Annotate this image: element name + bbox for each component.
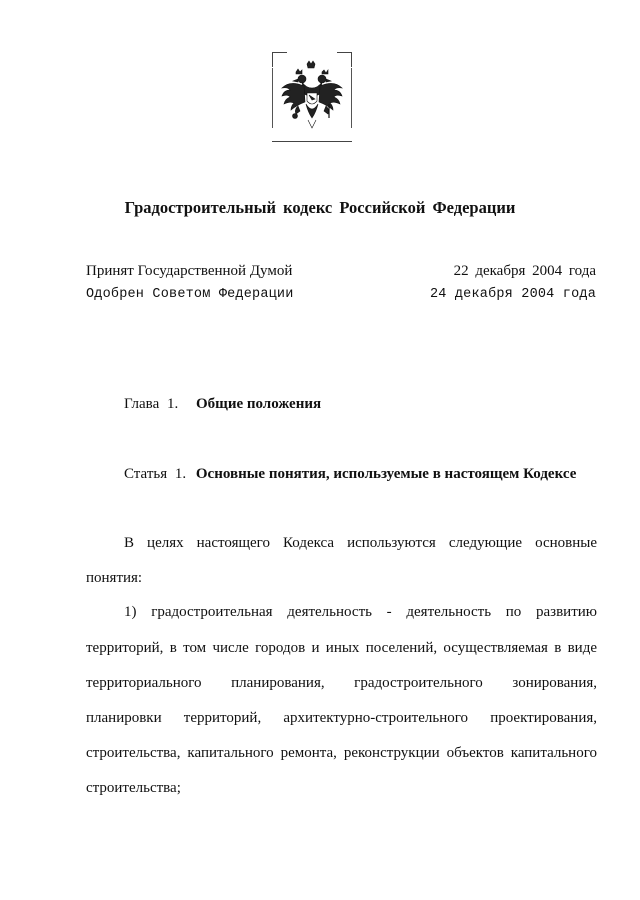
body-line: территориального планирования, градостроительного зонирования, [86, 675, 597, 691]
body-line: планировки территорий, архитектурно-строительного проектирования, [86, 710, 597, 726]
state-emblem [272, 52, 352, 142]
body-line: 1) градостроительная деятельность - деятельность по развитию [124, 604, 597, 620]
body-line: В целях настоящего Кодекса используются следующие основные [124, 535, 597, 551]
adopted-label: Принят Государственной Думой [86, 263, 293, 279]
body-line: строительства, капитального ремонта, реконструкции объектов капитального [86, 745, 597, 761]
chapter-heading [124, 396, 321, 413]
double-headed-eagle-icon [280, 60, 344, 132]
article-heading [124, 466, 576, 483]
chapter-number: Глава 1. [124, 396, 179, 412]
body-line: территорий, в том числе городов и иных поселений, осуществляемая в виде [86, 640, 597, 656]
body-line: строительства; [86, 780, 181, 796]
chapter-name: Общие положения [195, 396, 322, 412]
article-name: Основные понятия, используемые в настоящем Кодексе [195, 466, 577, 482]
article-number: Статья 1. [124, 466, 187, 482]
body-line: понятия: [86, 570, 143, 586]
approved-label: Одобрен Советом Федерации [86, 287, 294, 302]
document-title: Градостроительный кодекс Российской Федерации [124, 198, 516, 217]
approved-date: 24 декабря 2004 года [429, 287, 596, 302]
adopted-date: 22 декабря 2004 года [453, 263, 596, 279]
